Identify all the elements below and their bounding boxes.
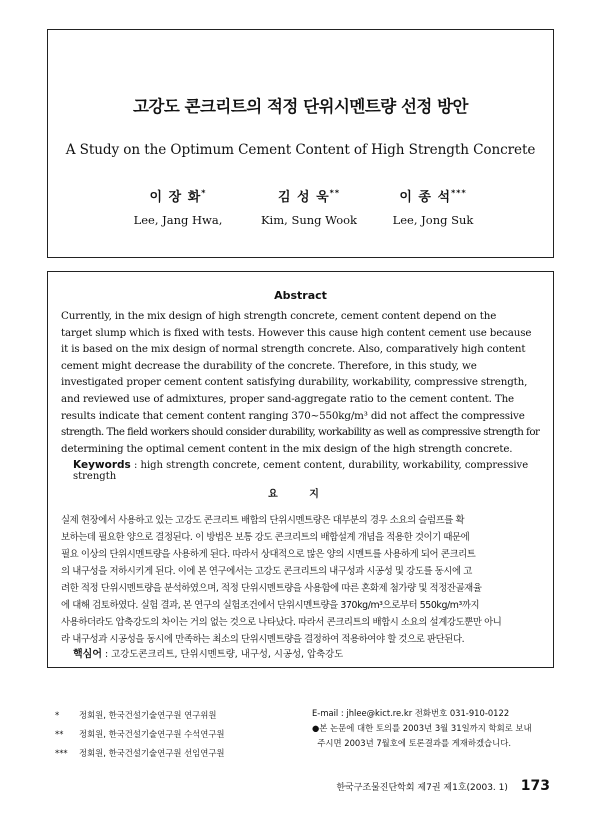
korean-line: 라 내구성과 시공성을 동시에 만족하는 최소의 단위시멘트량을 결정하여 적용하여야 할 것으로 판단된다. — [61, 634, 465, 645]
korean-line: 필요 이상의 단위시멘트량을 사용하게 된다. 따라서 상대적으로 많은 양의 시멘트를 사용하게 되어 콘크리트 — [61, 549, 476, 560]
affiliation-3-text: 정회원, 한국건설기술연구원 선임연구원 — [79, 748, 225, 758]
contact-email: E-mail : jhlee@kict.re.kr 전화번호 031-910-0122 — [312, 708, 510, 718]
author-1 — [123, 186, 233, 227]
keywords-label: Keywords — [73, 459, 131, 471]
abstract-line: and reviewed use of admixtures, proper sand-aggregate ratio to the cement content. The — [61, 392, 515, 405]
author-3-mark: *** — [451, 188, 467, 198]
page-footer — [336, 778, 550, 794]
author-2 — [244, 186, 374, 227]
affiliation-2-mark: ** — [55, 729, 64, 739]
korean-line: 실제 현장에서 사용하고 있는 고강도 콘크리트 배합의 단위시멘트량은 대부분의 경우 소요의 슬럼프를 확 — [61, 515, 465, 526]
abstract-line: determining the optimal cement content in the mix design of the high strength concrete. — [61, 442, 513, 455]
author-3-name-en: Lee, Jong Suk — [392, 213, 474, 227]
affiliation-1-mark: * — [55, 710, 60, 720]
affiliation-3 — [55, 744, 225, 763]
affiliation-1-text: 정회원, 한국건설기술연구원 연구위원 — [79, 710, 217, 720]
abstract-body — [61, 308, 540, 457]
author-2-name-ko: 김 성 욱 — [277, 190, 330, 205]
abstract-line: cement might decrease the durability of the concrete. Therefore, in this study, we — [61, 359, 477, 372]
korean-keywords — [73, 645, 343, 660]
author-affiliations — [55, 706, 225, 763]
korean-abstract-body — [61, 512, 540, 648]
korean-line: 보하는데 필요한 양으로 결정된다. 이 방법은 보통 강도 콘크리트의 배합설계 개념을 적용한 것이기 때문에 — [61, 532, 470, 543]
author-1-mark: * — [201, 188, 207, 198]
korean-line: 의 내구성을 저하시키게 된다. 이에 본 연구에서는 고강도 콘크리트의 내구성과 시공성 및 강도를 동시에 고 — [61, 566, 472, 577]
keywords-text: : high strength concrete, cement content, durability, workability, compressive strength — [73, 460, 529, 482]
keywords — [73, 459, 543, 482]
discussion-note: ●본 논문에 대한 토의를 2003년 3월 31일까지 학회로 보내 — [312, 723, 532, 733]
affiliation-2 — [55, 725, 225, 744]
abstract-line: Currently, in the mix design of high strength concrete, cement content depend on the — [61, 310, 497, 322]
page-number: 173 — [520, 778, 550, 794]
author-2-name-en: Kim, Sung Wook — [260, 213, 358, 227]
author-3 — [368, 186, 498, 227]
author-1-name-ko: 이 장 화 — [149, 190, 202, 205]
affiliation-1 — [55, 706, 225, 725]
korean-keywords-label: 핵심어 — [73, 649, 102, 660]
title-english: A Study on the Optimum Cement Content of High Strength Concrete — [65, 142, 536, 158]
abstract-line: results indicate that cement content ranging 370~550kg/m³ did not affect the compressive — [61, 409, 525, 422]
author-3-name-ko: 이 종 석 — [399, 190, 452, 205]
affiliation-3-mark: *** — [55, 748, 68, 758]
discussion-note-cont: 주시면 2003년 7월호에 토론결과를 게재하겠습니다. — [312, 738, 511, 748]
korean-line: 에 대해 검토하였다. 실험 결과, 본 연구의 실험조건에서 단위시멘트량을 370kg/m³으로부터 550kg/m³까지 — [61, 600, 480, 611]
affiliation-2-text: 정회원, 한국건설기술연구원 수석연구원 — [79, 729, 225, 739]
journal-info: 한국구조물진단학회 제7권 제1호(2003. 1) — [336, 783, 508, 793]
title-korean: 고강도 콘크리트의 적정 단위시멘트량 선정 방안 — [132, 97, 468, 116]
contact-notes — [312, 706, 562, 751]
abstract-line: strength. The field workers should consider durability, workability as well as compressive strength for — [61, 426, 540, 439]
abstract-line: it is based on the mix design of normal strength concrete. Also, comparatively high content — [61, 343, 526, 356]
abstract-line: investigated proper cement content satisfying durability, workability, compressive strength, — [61, 376, 528, 389]
title-box — [47, 29, 554, 258]
korean-line: 사용하더라도 압축강도의 차이는 거의 없는 것으로 나타났다. 따라서 콘크리트의 배합시 소요의 설계강도뿐만 아니 — [61, 617, 502, 628]
author-1-name-en: Lee, Jang Hwa, — [133, 213, 223, 227]
abstract-line: target slump which is fixed with tests. However this cause high content cement use because — [61, 326, 532, 339]
author-2-mark: ** — [329, 188, 341, 198]
korean-abstract-heading: 요 지 — [268, 489, 333, 500]
abstract-heading: Abstract — [274, 289, 327, 302]
korean-line: 려한 적정 단위시멘트량을 분석하였으며, 적정 단위시멘트량을 사용함에 따른 혼화제 첨가량 및 적정잔골재율 — [61, 583, 482, 594]
abstract-box — [47, 271, 554, 668]
korean-keywords-text: : 고강도콘크리트, 단위시멘트량, 내구성, 시공성, 압축강도 — [104, 649, 344, 660]
